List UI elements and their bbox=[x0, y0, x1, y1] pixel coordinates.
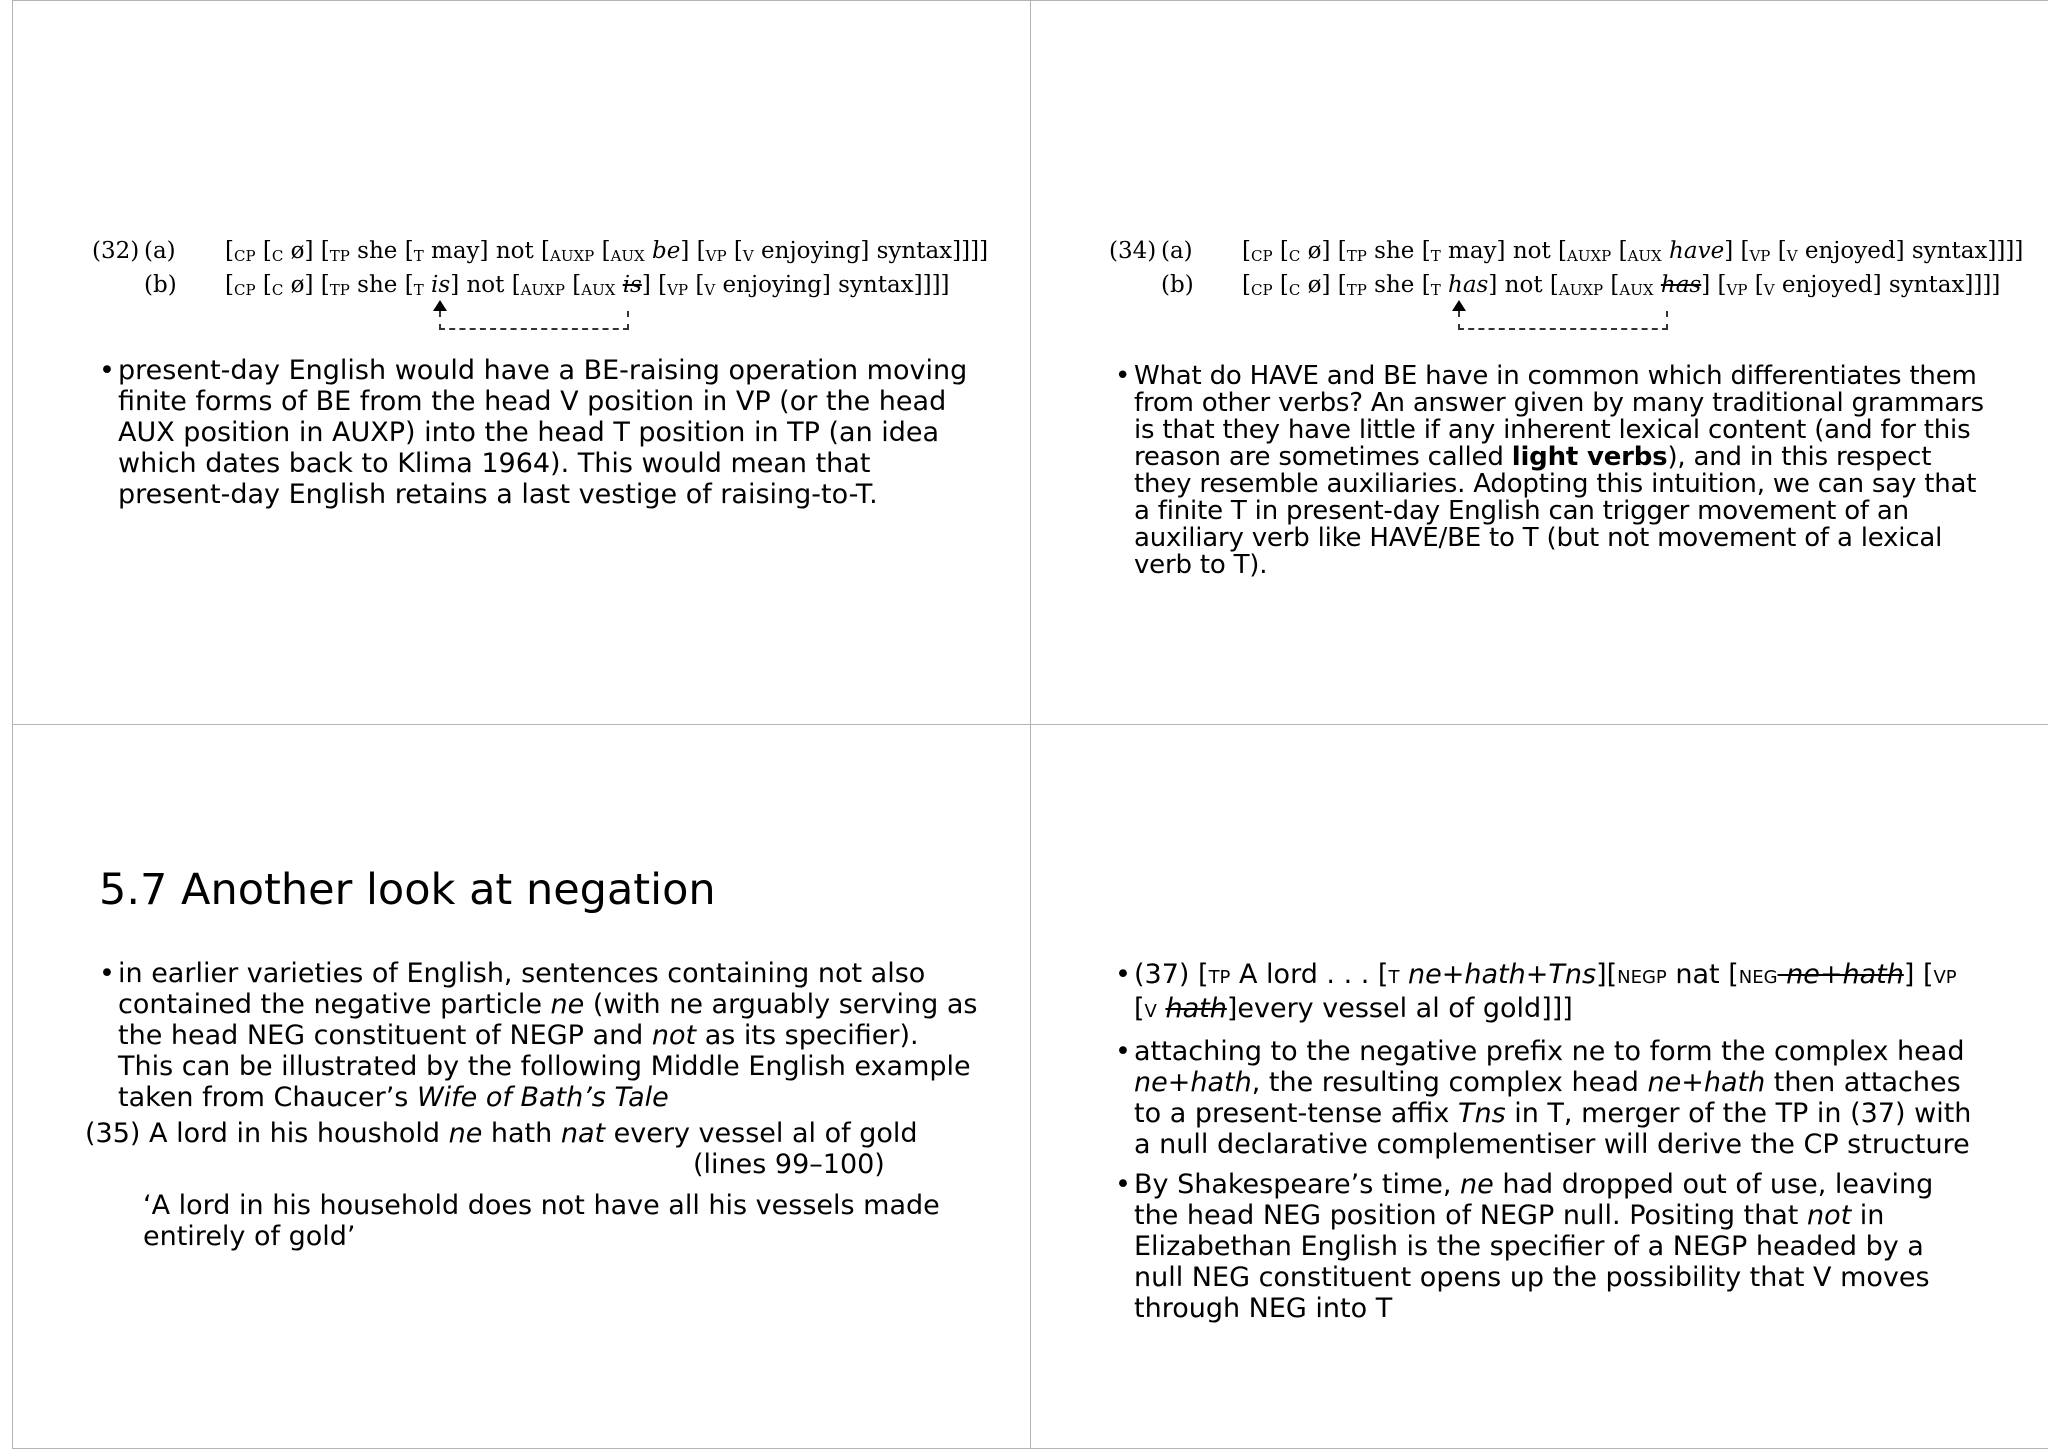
source-title: Wife of Bath’s Tale bbox=[416, 1082, 669, 1113]
trace-hath: hath bbox=[1165, 993, 1227, 1024]
slide-body bbox=[85, 958, 979, 1252]
bracket-structure-b: [$_{CP}$ [$_C$ ø] [$_{TP}$ she [$_T$ is] not [$_{AUXP}$ [$_{AUX}$ is] [$_{VP}$ [$_V$ enjoying] syntax]]]] bbox=[225, 272, 950, 299]
text-run: every vessel al of gold bbox=[605, 1118, 918, 1149]
bullet-complex-head bbox=[1115, 1036, 1975, 1160]
slide-body bbox=[1115, 363, 1985, 579]
movement-arrow-head bbox=[1452, 300, 1466, 311]
example-label-b: (b) bbox=[1161, 272, 1194, 298]
text-run: ), and in this respect they resemble auxiliaries. Adopting this intuition, we can say that a finite T in present-day English can trigger movement of an auxiliary verb like HAVE/BE to T (but not movement of a lexical verb to T). bbox=[1134, 442, 1977, 580]
example-label-b: (b) bbox=[144, 272, 177, 298]
slide-ne-hath bbox=[1030, 724, 2048, 1449]
example-34-b bbox=[1109, 268, 2039, 302]
slide-be-raising bbox=[12, 0, 1031, 725]
example-32-a bbox=[92, 234, 1012, 268]
text-italic: nat bbox=[560, 1118, 606, 1149]
text-run: in T, merger of the TP in (37) with a null declarative complementiser will derive the CP structure bbox=[1134, 1098, 1972, 1160]
example-number: (34) bbox=[1109, 238, 1157, 264]
text-run: in earlier varieties of English, sentences containing not also contained the negative particle bbox=[118, 958, 926, 1020]
example-label-a: (a) bbox=[144, 238, 176, 264]
slide-body bbox=[1115, 959, 1975, 1324]
text-italic: ne bbox=[448, 1118, 483, 1149]
text-italic: not bbox=[1806, 1200, 1852, 1231]
text-run: as its specifier). This can be illustrated by the following Middle English example taken from Chaucer’s bbox=[118, 1020, 971, 1113]
text-run: By Shakespeare’s time, bbox=[1134, 1169, 1461, 1200]
example-number: (37) bbox=[1134, 959, 1199, 990]
example-32-b bbox=[92, 268, 1012, 302]
label-vp: VP bbox=[1933, 967, 1957, 988]
bracket-structure-a: [$_{CP}$ [$_C$ ø] [$_{TP}$ she [$_T$ may] not [$_{AUXP}$ [$_{AUX}$ be] [$_{VP}$ [$_V$ enjoying] syntax]]]] bbox=[225, 238, 989, 265]
movement-arrow-line bbox=[1458, 311, 1668, 330]
slide-heading: 5.7 Another look at negation bbox=[99, 865, 716, 915]
bullet-light-verbs bbox=[1115, 363, 1985, 579]
label-t: T bbox=[1388, 967, 1400, 988]
bracket-structure-a: [$_{CP}$ [$_C$ ø] [$_{TP}$ she [$_T$ may] not [$_{AUXP}$ [$_{AUX}$ have] [$_{VP}$ [$_V$ enjoyed] syntax]]]] bbox=[1242, 238, 2024, 265]
example-number: (32) bbox=[92, 238, 140, 264]
bullet-example-37: • (37) [TP A lord . . . [T ne+hath+Tns][NEGP nat [NEG ne+hath] [VP [V hath]every vessel al of gold]]] bbox=[1115, 959, 1975, 1027]
text-italic: ne bbox=[1460, 1169, 1494, 1200]
text-run: (with ne arguably serving as the head NEG constituent of NEGP and bbox=[118, 989, 978, 1051]
example-gloss: ‘A lord in his household does not have all his vessels made entirely of gold’ bbox=[143, 1190, 940, 1252]
trace-ne-hath: ne+hath bbox=[1777, 959, 1904, 990]
movement-arrow-head bbox=[433, 300, 447, 311]
text-run: , the resulting complex head bbox=[1251, 1067, 1648, 1098]
text-run: nat [ bbox=[1666, 959, 1739, 990]
example-source-lines: (lines 99–100) bbox=[693, 1149, 885, 1180]
bullet-shakespeare bbox=[1115, 1169, 1975, 1324]
bullet-earlier-english bbox=[99, 958, 979, 1113]
label-tp: TP bbox=[1208, 967, 1231, 988]
slide-negation bbox=[12, 724, 1031, 1449]
text-run: attaching to the negative prefix ne to form the complex head bbox=[1134, 1036, 1965, 1067]
text-italic: ne+hath bbox=[1647, 1067, 1766, 1098]
text-run: then attaches to a present-tense affix bbox=[1134, 1067, 1961, 1129]
text-run: A lord in his houshold bbox=[140, 1118, 449, 1149]
example-34 bbox=[1109, 234, 2039, 302]
bullet-be-raising: • present-day English would have a BE-raising operation moving finite forms of BE from the head V position in VP (or the head AUX position in AUXP) into the head T position in TP (an idea which dates back to Klima 1964). This would mean that present-day English retains a last vestige of raising-to-T. bbox=[99, 355, 969, 510]
example-number: (35) bbox=[85, 1118, 141, 1149]
text-italic: ne+hath bbox=[1134, 1067, 1252, 1098]
text-italic: not bbox=[651, 1020, 697, 1051]
text-run: What do HAVE and BE have in common which differentiates them from other verbs? An answer given by many traditional grammars is that they have little if any inherent lexical content (and for this reason are sometimes called bbox=[1134, 361, 1984, 472]
text-run: had dropped out of use, leaving the head NEG position of NEGP null. Positing that bbox=[1134, 1169, 1934, 1231]
example-32 bbox=[92, 234, 1012, 302]
text-italic: ne bbox=[550, 989, 585, 1020]
complex-head: ne+hath+Tns bbox=[1399, 959, 1597, 990]
slide-body bbox=[99, 355, 969, 510]
label-v: V bbox=[1144, 1001, 1157, 1022]
label-neg: NEG bbox=[1738, 967, 1778, 988]
slide-have-be bbox=[1030, 0, 2048, 725]
example-label-a: (a) bbox=[1161, 238, 1193, 264]
movement-arrow-line bbox=[439, 311, 629, 330]
example-35 bbox=[85, 1118, 979, 1149]
label-negp: NEGP bbox=[1617, 967, 1667, 988]
text-italic: Tns bbox=[1457, 1098, 1506, 1129]
bracket-structure-b: [$_{CP}$ [$_C$ ø] [$_{TP}$ she [$_T$ has] not [$_{AUXP}$ [$_{AUX}$ has] [$_{VP}$ [$_V$ enjoyed] syntax]]]] bbox=[1242, 272, 2001, 299]
text-run: in Elizabethan English is the specifier of a NEGP headed by a null NEG constituent opens up the possibility that V moves through NEG into T bbox=[1134, 1200, 1930, 1324]
text-run: hath bbox=[482, 1118, 561, 1149]
example-34-a bbox=[1109, 234, 2039, 268]
term-light-verbs: light verbs bbox=[1511, 442, 1668, 472]
text-run: every vessel al of gold]]] bbox=[1237, 993, 1573, 1024]
text-run: A lord . . . [ bbox=[1230, 959, 1389, 990]
